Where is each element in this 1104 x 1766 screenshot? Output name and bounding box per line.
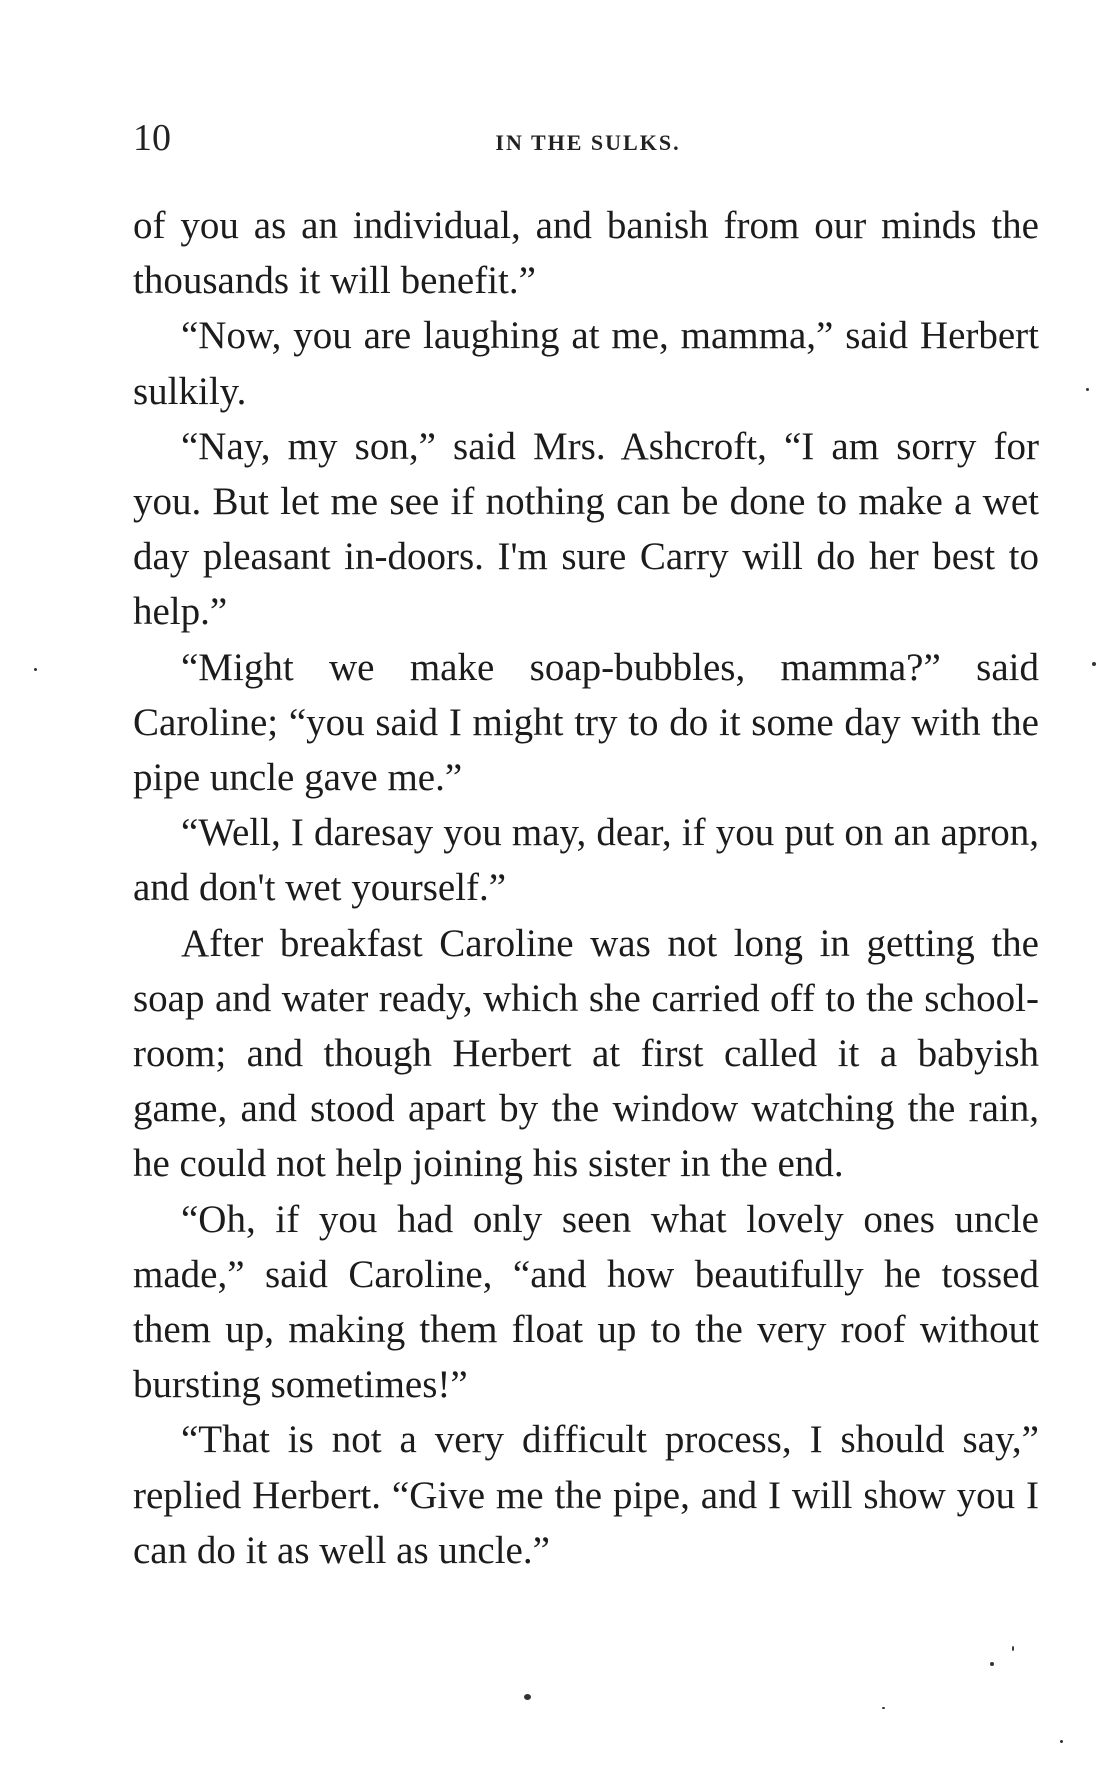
scan-speck [1012, 1646, 1014, 1651]
paragraph: “Well, I daresay you may, dear, if you put on an apron, and don't wet yourself.” [133, 811, 1039, 910]
page-number: 10 [133, 117, 171, 159]
scan-speck [882, 1707, 885, 1709]
paragraph: “Nay, my son,” said Mrs. Ashcroft, “I am sorry for you. But let me see if nothing can be done to make a wet day pleasant in-doors. I'm sure Carry will do her best to help.” [133, 424, 1039, 634]
scan-speck [524, 1694, 531, 1700]
scan-speck [990, 1662, 994, 1666]
scan-speck [1092, 662, 1096, 666]
paragraph: of you as an individual, and banish from our minds the thousands it will benefit.” [133, 204, 1039, 303]
paragraph: “Might we make soap-bubbles, mamma?” said Caroline; “you said I might try to do it some day with the pipe uncle gave me.” [133, 645, 1039, 800]
body-text [133, 198, 1039, 1578]
scan-speck [1086, 388, 1089, 391]
paragraph: “Oh, if you had only seen what lovely ones uncle made,” said Caroline, “and how beautifully he tossed them up, making them float up to the very roof without bursting sometimes!” [133, 1197, 1039, 1407]
paragraph: “Now, you are laughing at me, mamma,” said Herbert sulkily. [133, 314, 1039, 413]
scan-speck [1060, 1740, 1063, 1743]
running-title: IN THE SULKS. [495, 130, 681, 155]
paragraph: After breakfast Caroline was not long in getting the soap and water ready, which she carried off to the school-room; and though Herbert at first called it a babyish game, and stood apart by the window watching the rain, he could not help joining his sister in the end. [133, 921, 1039, 1186]
scan-speck [34, 668, 37, 671]
paragraph: “That is not a very difficult process, I should say,” replied Herbert. “Give me the pipe, and I will show you I can do it as well as uncle.” [133, 1418, 1039, 1572]
page-header [133, 118, 1043, 168]
